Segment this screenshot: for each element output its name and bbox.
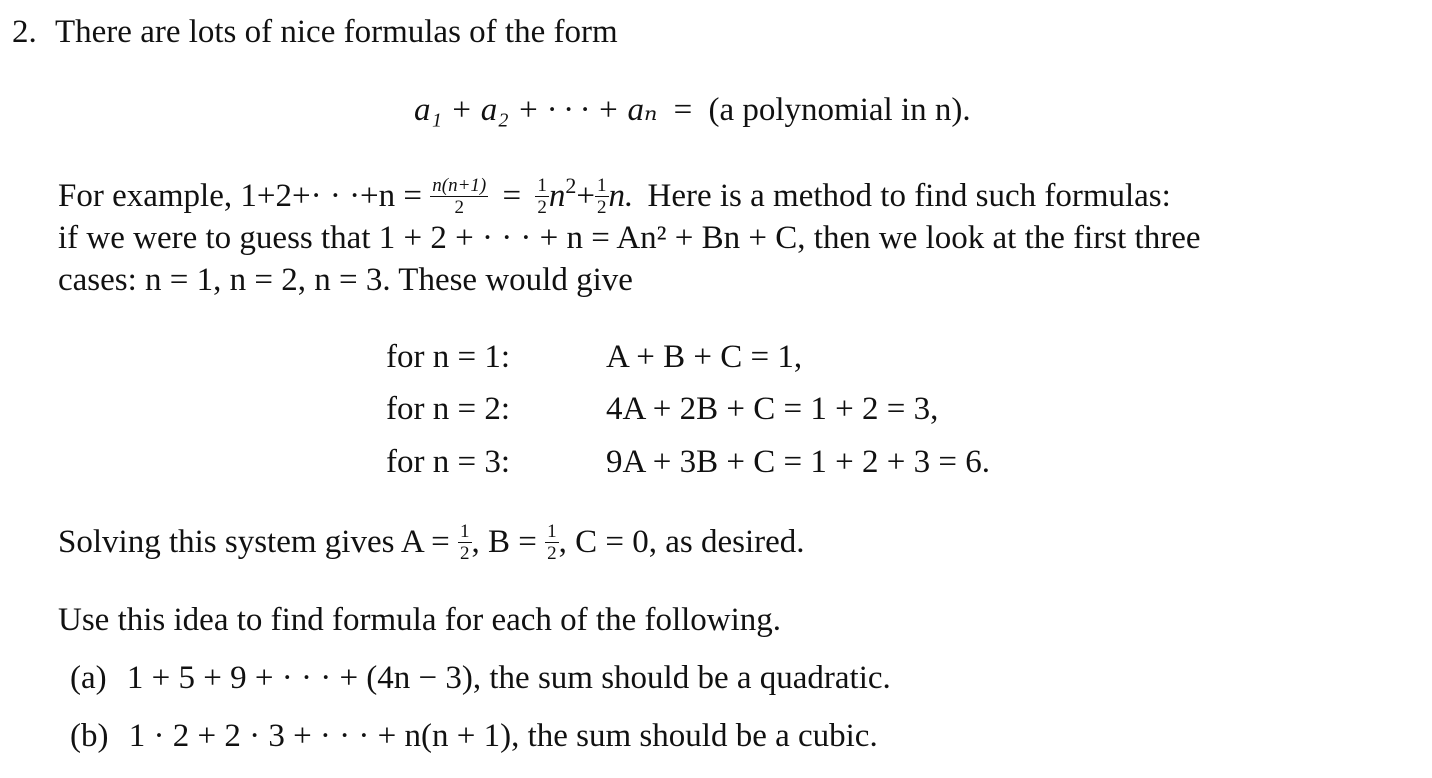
solution-line [58, 521, 805, 565]
example-term-n: n [548, 178, 566, 214]
part-b [70, 720, 878, 753]
problem-intro: There are lots of nice formulas of the form [55, 14, 618, 50]
display-formula-eq: = [673, 92, 693, 128]
part-text: 1 · 2 + 2 · 3 + · · · + n(n + 1), the sum should be a cubic. [128, 718, 878, 754]
part-label: (b) [70, 718, 109, 754]
fraction-numerator: n(n+1) [432, 174, 487, 196]
instruction-line [58, 604, 781, 637]
example-superscript: 2 [565, 173, 577, 198]
fraction-b-one-half [545, 522, 559, 563]
system-label: for n = 1: [386, 339, 511, 375]
display-formula [414, 94, 971, 127]
fraction-numerator: 1 [537, 174, 547, 196]
fraction-numerator: 1 [460, 521, 470, 542]
system-row-2 [0, 393, 1432, 429]
example-plus: + [576, 178, 596, 214]
example-suffix: Here is a method to find such formulas: [647, 178, 1171, 214]
fraction-denominator: 2 [460, 543, 470, 564]
example-line-3-text: cases: n = 1, n = 2, n = 3. These would give [58, 262, 633, 298]
fraction-denominator: 2 [547, 543, 557, 564]
fraction-numerator: 1 [547, 521, 557, 542]
example-line-3 [58, 264, 633, 297]
system-label: for n = 3: [386, 444, 511, 480]
system-row-1 [0, 341, 1432, 377]
example-line-2 [58, 222, 1201, 255]
example-mid-eq: = [502, 178, 522, 214]
example-line-1 [58, 175, 1171, 219]
part-text: 1 + 5 + 9 + · · · + (4n − 3), the sum should be a quadratic. [126, 660, 891, 696]
instruction-text: Use this idea to find formula for each of the following. [58, 602, 782, 638]
system-row-3 [0, 446, 1432, 482]
solution-suffix: , C = 0, as desired. [558, 524, 805, 561]
fraction-numerator: 1 [597, 174, 607, 196]
fraction-n-n-plus-1-over-2 [430, 176, 488, 217]
part-a [70, 662, 891, 695]
part-label: (a) [70, 660, 107, 696]
display-formula-rhs: (a polynomial in n). [708, 92, 971, 128]
fraction-a-one-half [458, 522, 472, 563]
fraction-denominator: 2 [597, 196, 607, 218]
problem-number: 2. [12, 14, 37, 50]
solution-mid: , B = [471, 524, 537, 561]
example-term-n-dot: n. [608, 178, 634, 214]
system-equation: 4A + 2B + C = 1 + 2 = 3, [606, 391, 939, 427]
system-equation: 9A + 3B + C = 1 + 2 + 3 = 6. [606, 444, 990, 480]
system-label: for n = 2: [386, 391, 511, 427]
problem-header [12, 16, 618, 49]
fraction-one-half-a [535, 176, 549, 217]
system-equation: A + B + C = 1, [606, 339, 803, 375]
example-line-2-text: if we were to guess that 1 + 2 + · · · + n = An² + Bn + C, then we look at the first three [58, 220, 1201, 256]
display-formula-lhs: a₁ + a₂ + · · · + aₙ [414, 92, 658, 128]
fraction-denominator: 2 [537, 196, 547, 218]
example-prefix: For example, 1+2+· · ·+n = [58, 178, 423, 214]
fraction-denominator: 2 [454, 196, 465, 218]
fraction-one-half-b [595, 176, 609, 217]
solution-prefix: Solving this system gives A = [58, 524, 450, 561]
